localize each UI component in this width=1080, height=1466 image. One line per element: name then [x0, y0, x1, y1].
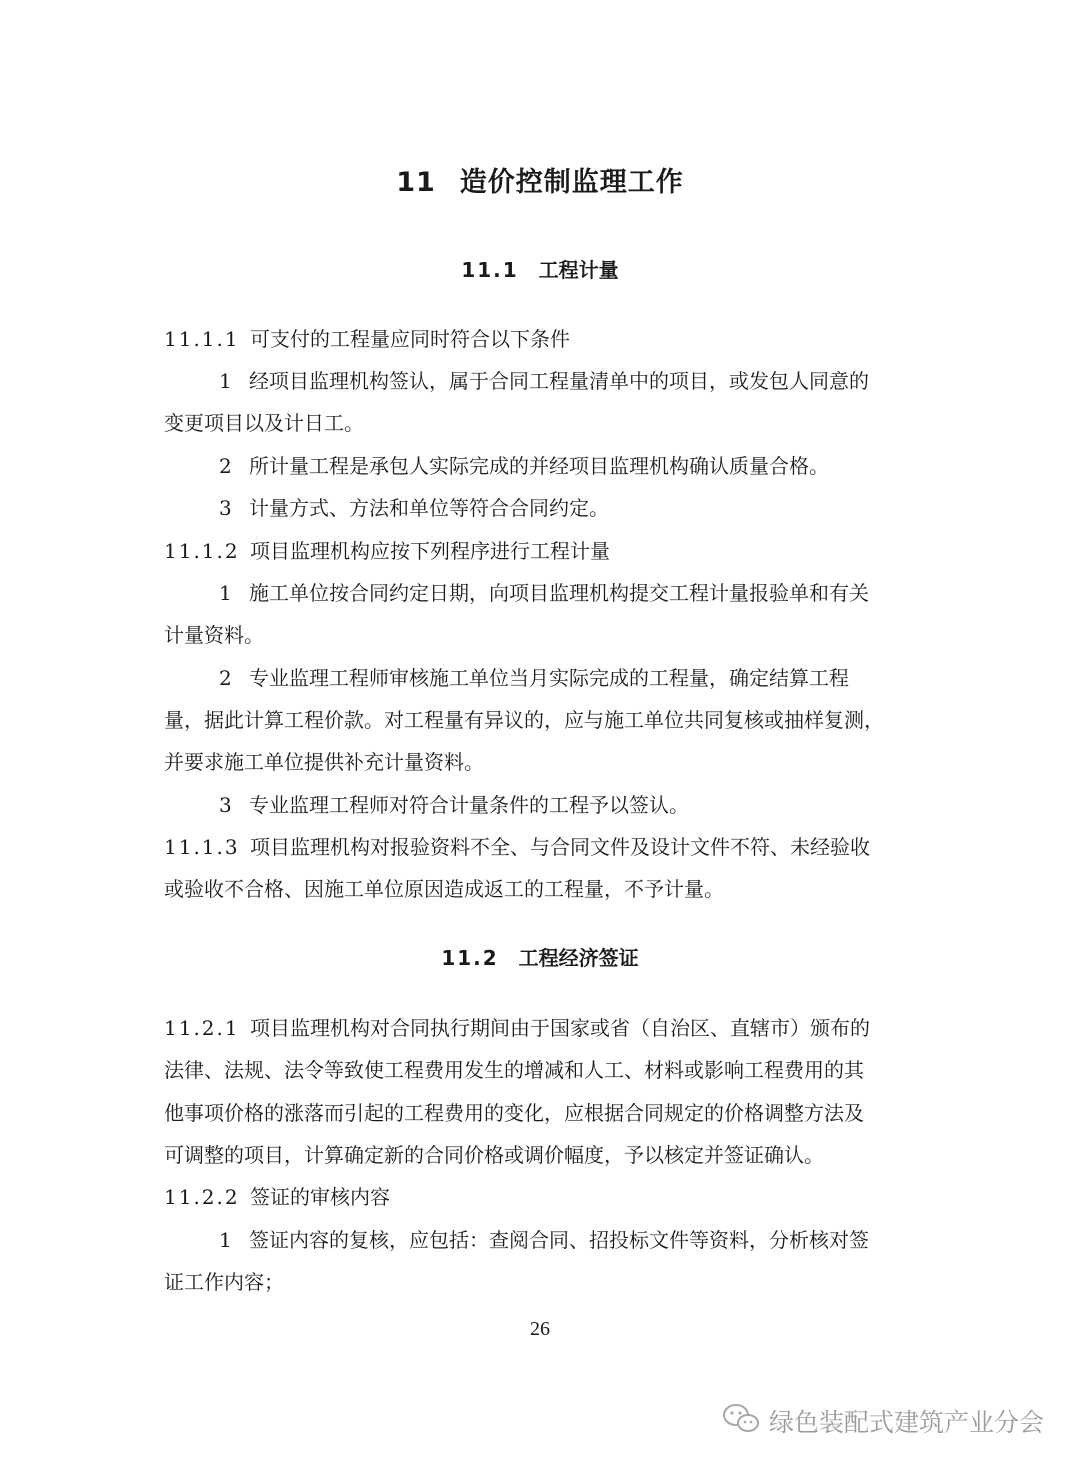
clause-11-1-3: [164, 833, 924, 861]
item-text: 计量方式、方法和单位等符合合同约定。: [249, 496, 609, 520]
clause-11-1-1: [164, 325, 924, 353]
list-item: [164, 664, 924, 692]
item-text: 并要求施工单位提供补充计量资料。: [164, 750, 484, 774]
item-text: 可调整的项目，计算确定新的合同价格或调价幅度，予以核定并签证确认。: [164, 1143, 824, 1167]
item-text: 施工单位按合同约定日期，向项目监理机构提交工程计量报验单和有关: [249, 581, 869, 605]
clause-number: 11.2.1: [164, 1016, 240, 1040]
item-number: 1: [219, 369, 232, 393]
clause-text: 项目监理机构应按下列程序进行工程计量: [250, 539, 610, 563]
clause-number: 11.2.2: [164, 1185, 240, 1209]
item-number: 1: [219, 1228, 232, 1252]
continuation-line: [164, 621, 924, 649]
page-number: 26: [530, 1318, 550, 1340]
section-title-11-2: [0, 942, 1080, 971]
item-text: 专业监理工程师对符合计量条件的工程予以签认。: [249, 793, 689, 817]
chapter-number: 11: [396, 167, 436, 198]
list-item: [164, 1226, 924, 1254]
clause-text: 项目监理机构对报验资料不全、与合同文件及设计文件不符、未经验收: [250, 835, 870, 859]
clause-text: 可支付的工程量应同时符合以下条件: [250, 327, 570, 351]
clause-11-2-1: [164, 1014, 924, 1042]
list-item: [164, 452, 924, 480]
section-title-text: 工程计量: [538, 258, 619, 282]
item-text: 计量资料。: [164, 623, 264, 647]
list-item: [164, 791, 924, 819]
clause-text: 项目监理机构对合同执行期间由于国家或省（自治区、直辖市）颁布的: [250, 1016, 870, 1040]
list-item: [164, 494, 924, 522]
item-text: 证工作内容；: [164, 1270, 284, 1294]
clause-number: 11.1.2: [164, 539, 240, 563]
item-text: 所计量工程是承包人实际完成的并经项目监理机构确认质量合格。: [249, 454, 829, 478]
continuation-line: [164, 875, 924, 903]
item-text: 法律、法规、法令等致使工程费用发生的增减和人工、材料或影响工程费用的其: [164, 1058, 864, 1082]
item-number: 2: [219, 666, 232, 690]
item-text: 他事项价格的涨落而引起的工程费用的变化，应根据合同规定的价格调整方法及: [164, 1101, 864, 1125]
list-item: [164, 367, 924, 395]
section-number: 11.1: [461, 258, 519, 282]
item-text: 专业监理工程师审核施工单位当月实际完成的工程量，确定结算工程: [249, 666, 849, 690]
item-number: 2: [219, 454, 232, 478]
continuation-line: [164, 748, 924, 776]
section-title-11-1: [0, 254, 1080, 283]
item-number: 3: [219, 496, 232, 520]
continuation-line: [164, 1141, 924, 1169]
item-text: 量，据此计算工程价款。对工程量有异议的，应与施工单位共同复核或抽样复测，: [164, 708, 884, 732]
clause-11-2-2: [164, 1183, 924, 1211]
item-text: 变更项目以及计日工。: [164, 411, 364, 435]
continuation-line: [164, 1099, 924, 1127]
item-text: 经项目监理机构签认，属于合同工程量清单中的项目，或发包人同意的: [249, 369, 869, 393]
item-text: 签证内容的复核，应包括：查阅合同、招投标文件等资料，分析核对签: [249, 1228, 869, 1252]
item-number: 3: [219, 793, 232, 817]
list-item: [164, 579, 924, 607]
continuation-line: [164, 706, 924, 734]
clause-text: 签证的审核内容: [250, 1185, 390, 1209]
chapter-title: [0, 160, 1080, 199]
continuation-line: [164, 1268, 924, 1296]
watermark: [721, 1402, 1044, 1440]
continuation-line: [164, 409, 924, 437]
chapter-title-text: 造价控制监理工作: [459, 167, 684, 198]
clause-number: 11.1.3: [164, 835, 240, 859]
section-number: 11.2: [441, 946, 499, 970]
watermark-text: 绿色装配式建筑产业分会: [768, 1408, 1044, 1437]
wechat-icon: [721, 1402, 769, 1440]
continuation-line: [164, 1056, 924, 1084]
clause-number: 11.1.1: [164, 327, 240, 351]
item-number: 1: [219, 581, 232, 605]
clause-11-1-2: [164, 537, 924, 565]
section-title-text: 工程经济签证: [518, 946, 639, 970]
item-text: 或验收不合格、因施工单位原因造成返工的工程量，不予计量。: [164, 877, 724, 901]
